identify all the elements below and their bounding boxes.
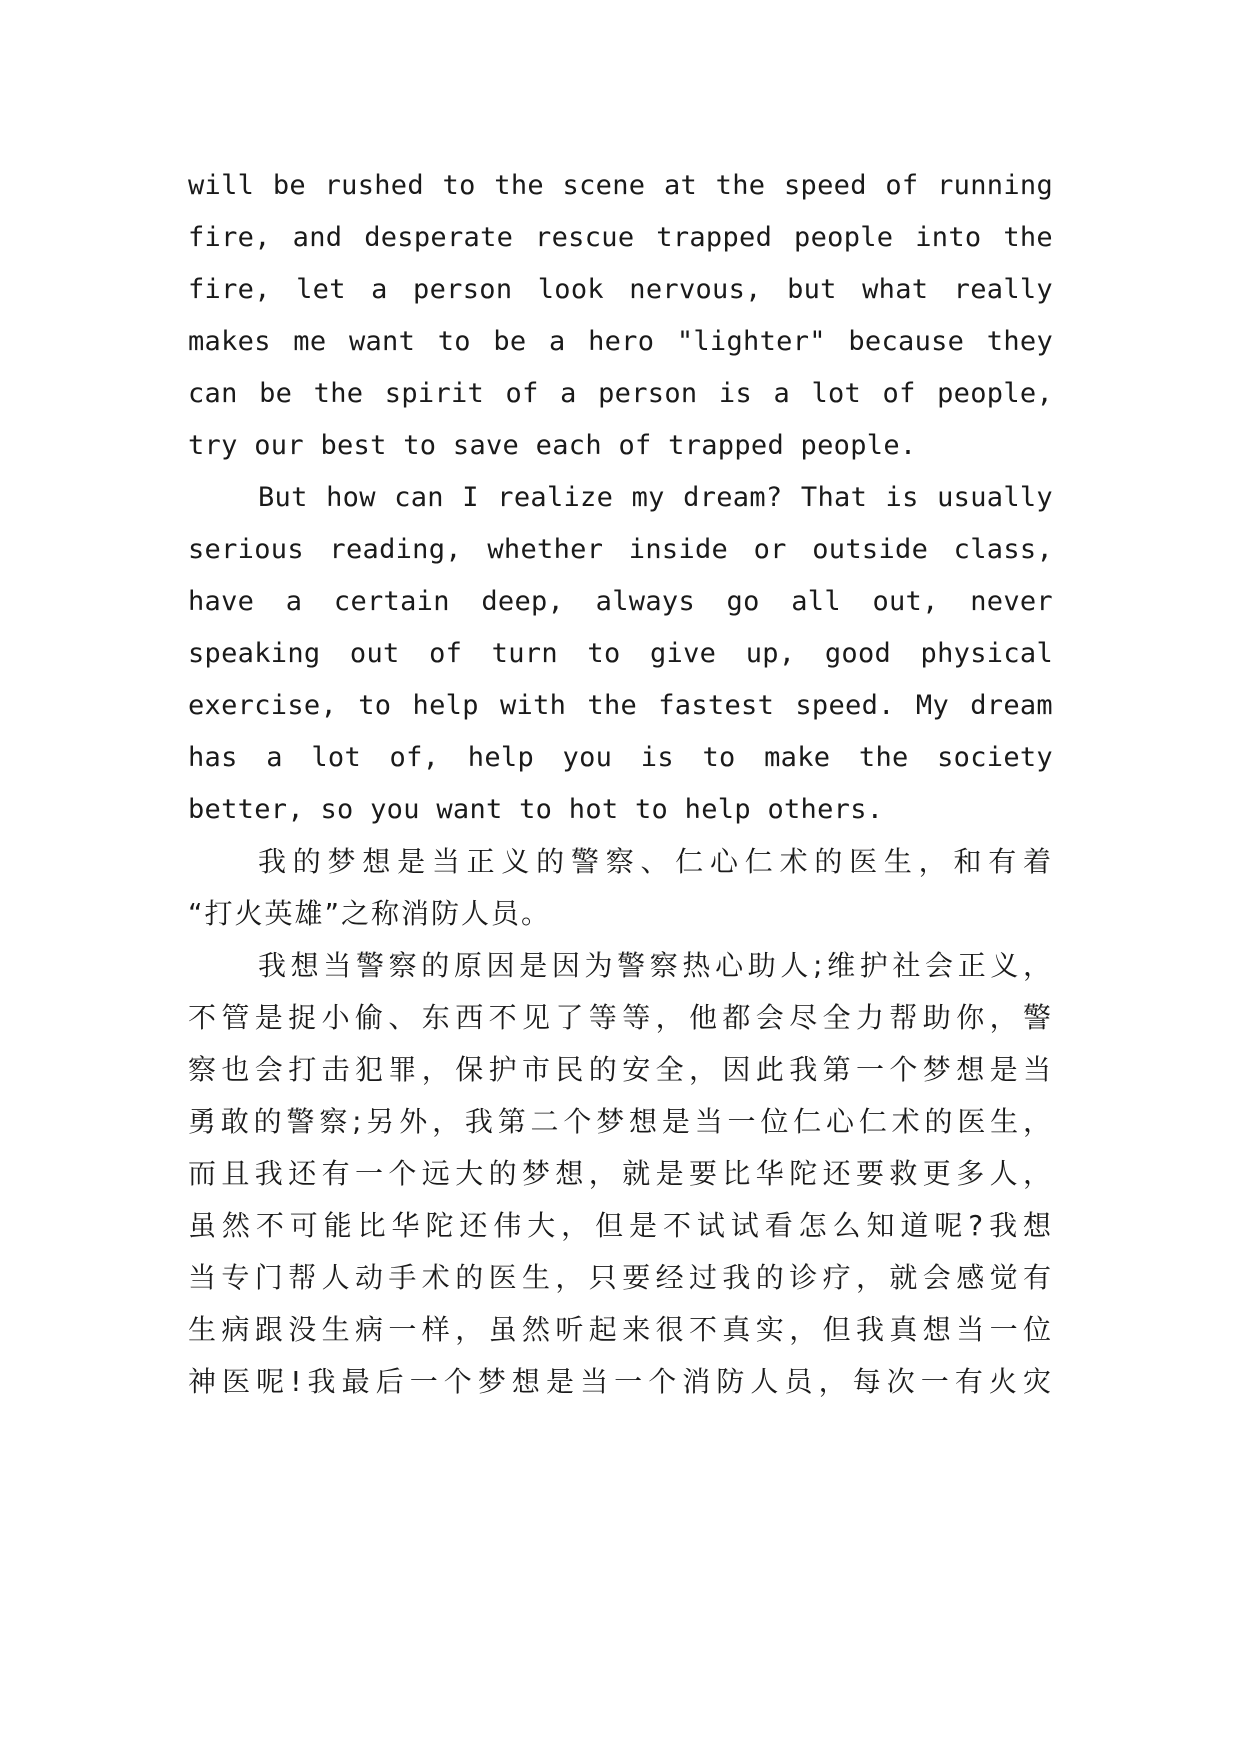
text-line: 而且我还有一个远大的梦想，就是要比华陀还要救更多人，	[188, 1157, 1053, 1190]
text-line: try our best to save each of trapped people.	[188, 430, 917, 461]
text-line: makes me want to be a hero "lighter" because they	[188, 326, 1053, 357]
text-line: exercise, to help with the fastest speed. My dream	[188, 690, 1053, 721]
text-line: has a lot of, help you is to make the society	[188, 742, 1053, 773]
text-line: 虽然不可能比华陀还伟大，但是不试试看怎么知道呢?我想	[188, 1209, 1053, 1242]
text-line: can be the spirit of a person is a lot of people,	[188, 378, 1053, 409]
text-line: 勇敢的警察;另外，我第二个梦想是当一位仁心仁术的医生，	[188, 1105, 1053, 1138]
text-line: 不管是捉小偷、东西不见了等等，他都会尽全力帮助你，警	[188, 1001, 1053, 1034]
text-line: better, so you want to hot to help others.	[188, 794, 884, 825]
text-line: 当专门帮人动手术的医生，只要经过我的诊疗，就会感觉有	[188, 1261, 1053, 1294]
text-line: will be rushed to the scene at the speed of running	[188, 170, 1053, 201]
text-line: fire, let a person look nervous, but what really	[188, 274, 1053, 305]
text-line: 神医呢!我最后一个梦想是当一个消防人员，每次一有火灾	[188, 1365, 1053, 1398]
text-line: 生病跟没生病一样，虽然听起来很不真实，但我真想当一位	[188, 1313, 1053, 1346]
paragraph-first-line: 我的梦想是当正义的警察、仁心仁术的医生，和有着	[258, 845, 1053, 878]
text-line: serious reading, whether inside or outside class,	[188, 534, 1053, 565]
text-line: “打火英雄”之称消防人员。	[188, 897, 552, 930]
text-line: speaking out of turn to give up, good physical	[188, 638, 1053, 669]
paragraph-first-line: 我想当警察的原因是因为警察热心助人;维护社会正义，	[258, 949, 1053, 982]
paragraph-first-line: But how can I realize my dream? That is usually	[258, 482, 1053, 513]
text-line: 察也会打击犯罪，保护市民的安全，因此我第一个梦想是当	[188, 1053, 1053, 1086]
text-line: fire, and desperate rescue trapped people into the	[188, 222, 1053, 253]
text-line: have a certain deep, always go all out, never	[188, 586, 1053, 617]
